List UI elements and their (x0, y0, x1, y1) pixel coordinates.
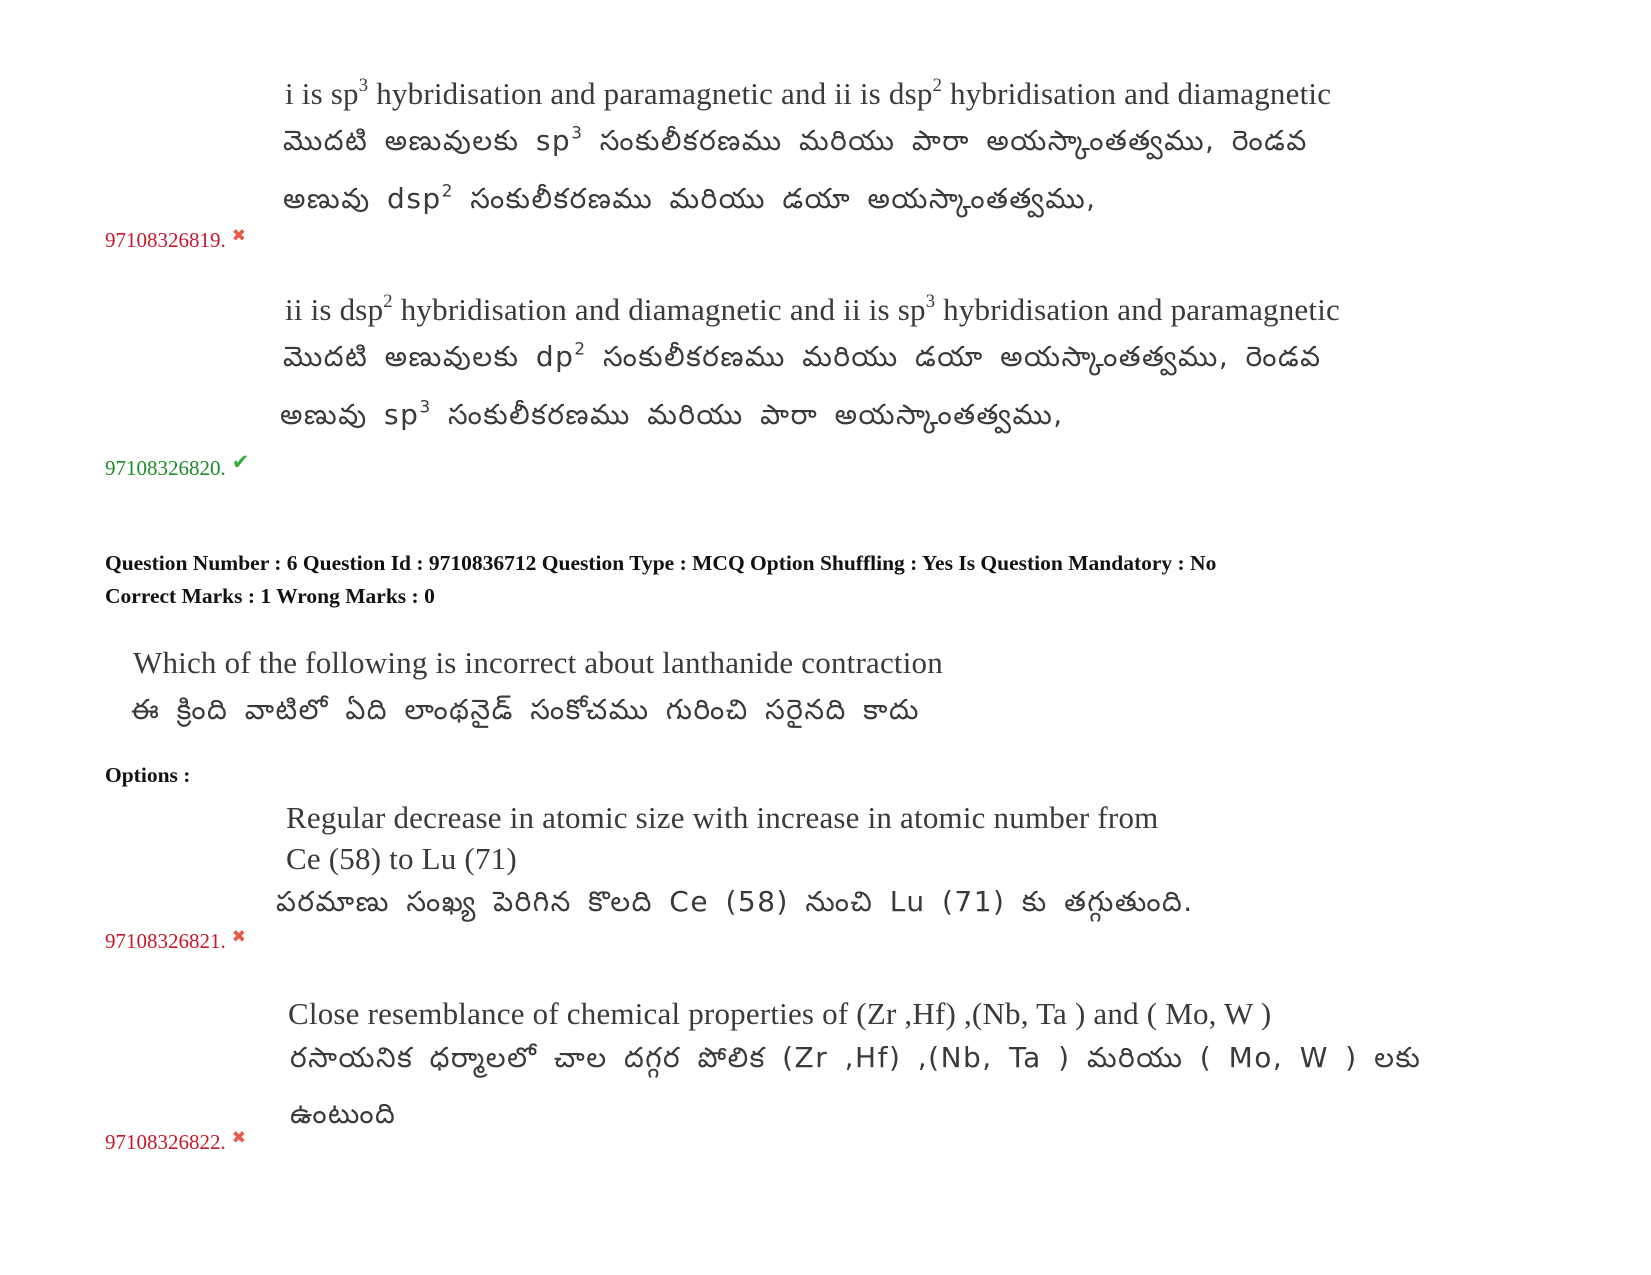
option-text-te: పరమాణు సంఖ్య పెరిగిన కొలది Ce (58) నుంచి Lu (71) కు తగ్గుతుంది. (276, 885, 1194, 918)
question-text-te: ఈ క్రింది వాటిలో ఏది లాంథనైడ్ సంకోచము గురించి సరైనది కాదు (131, 693, 920, 726)
question-marks-line: Correct Marks : 1 Wrong Marks : 0 (105, 584, 435, 608)
question-meta-line: Question Number : 6 Question Id : 9710836712 Question Type : MCQ Option Shuffling : Yes Is Question Mandatory : No (105, 551, 1217, 575)
option-text-te: రసాయనిక ధర్మాలలో చాల దగ్గర పోలిక (Zr ,Hf) ,(Nb, Ta ) మరియు ( Mo, W ) లకు (290, 1041, 1422, 1074)
option-text-te: మొదటి అణువులకు $sp^3$ సంకులీకరణము మరియు పారా అయస్కాంతత్వము, రెండవ (283, 122, 1308, 157)
option-text-en: Regular decrease in atomic size with increase in atomic number from (286, 800, 1159, 835)
option-text-te: అణువు $sp^3$ సంకులీకరణము మరియు పారా అయస్కాంతత్వము, (280, 396, 1064, 431)
options-label: Options : (105, 763, 191, 787)
option-text-en: Ce (58) to Lu (71) (286, 841, 517, 876)
option-id: 97108326820. ✔ (105, 450, 250, 480)
option-id: 97108326821. ✖ (105, 927, 246, 953)
check-icon: ✔ (231, 450, 250, 474)
cross-icon: ✖ (231, 1128, 246, 1148)
option-id: 97108326819. ✖ (105, 226, 246, 252)
option-text-en: ii is dsp$^2$ hybridisation and diamagnetic and ii is $sp^3$ hybridisation and paramagnetic (285, 290, 1340, 327)
option-id: 97108326822. ✖ (105, 1128, 246, 1154)
cross-icon: ✖ (231, 226, 246, 246)
option-text-te: అణువు dsp$^2$ సంకులీకరణము మరియు డయా అయస్కాంతత్వము, (283, 180, 1097, 215)
option-text-te: మొదటి అణువులకు $dp^2$ సంకులీకరణము మరియు డయా అయస్కాంతత్వము, రెండవ (283, 338, 1322, 373)
cross-icon: ✖ (231, 927, 246, 947)
question-text-en: Which of the following is incorrect about lanthanide contraction (133, 645, 943, 680)
option-text-en: Close resemblance of chemical properties of (Zr ,Hf) ,(Nb, Ta ) and ( Mo, W ) (288, 996, 1272, 1031)
option-text-en: i is $sp^3$ hybridisation and paramagnetic and ii is dsp$^2$ hybridisation and diamagnetic (285, 74, 1332, 111)
option-text-te: ఉంటుంది (290, 1097, 397, 1130)
